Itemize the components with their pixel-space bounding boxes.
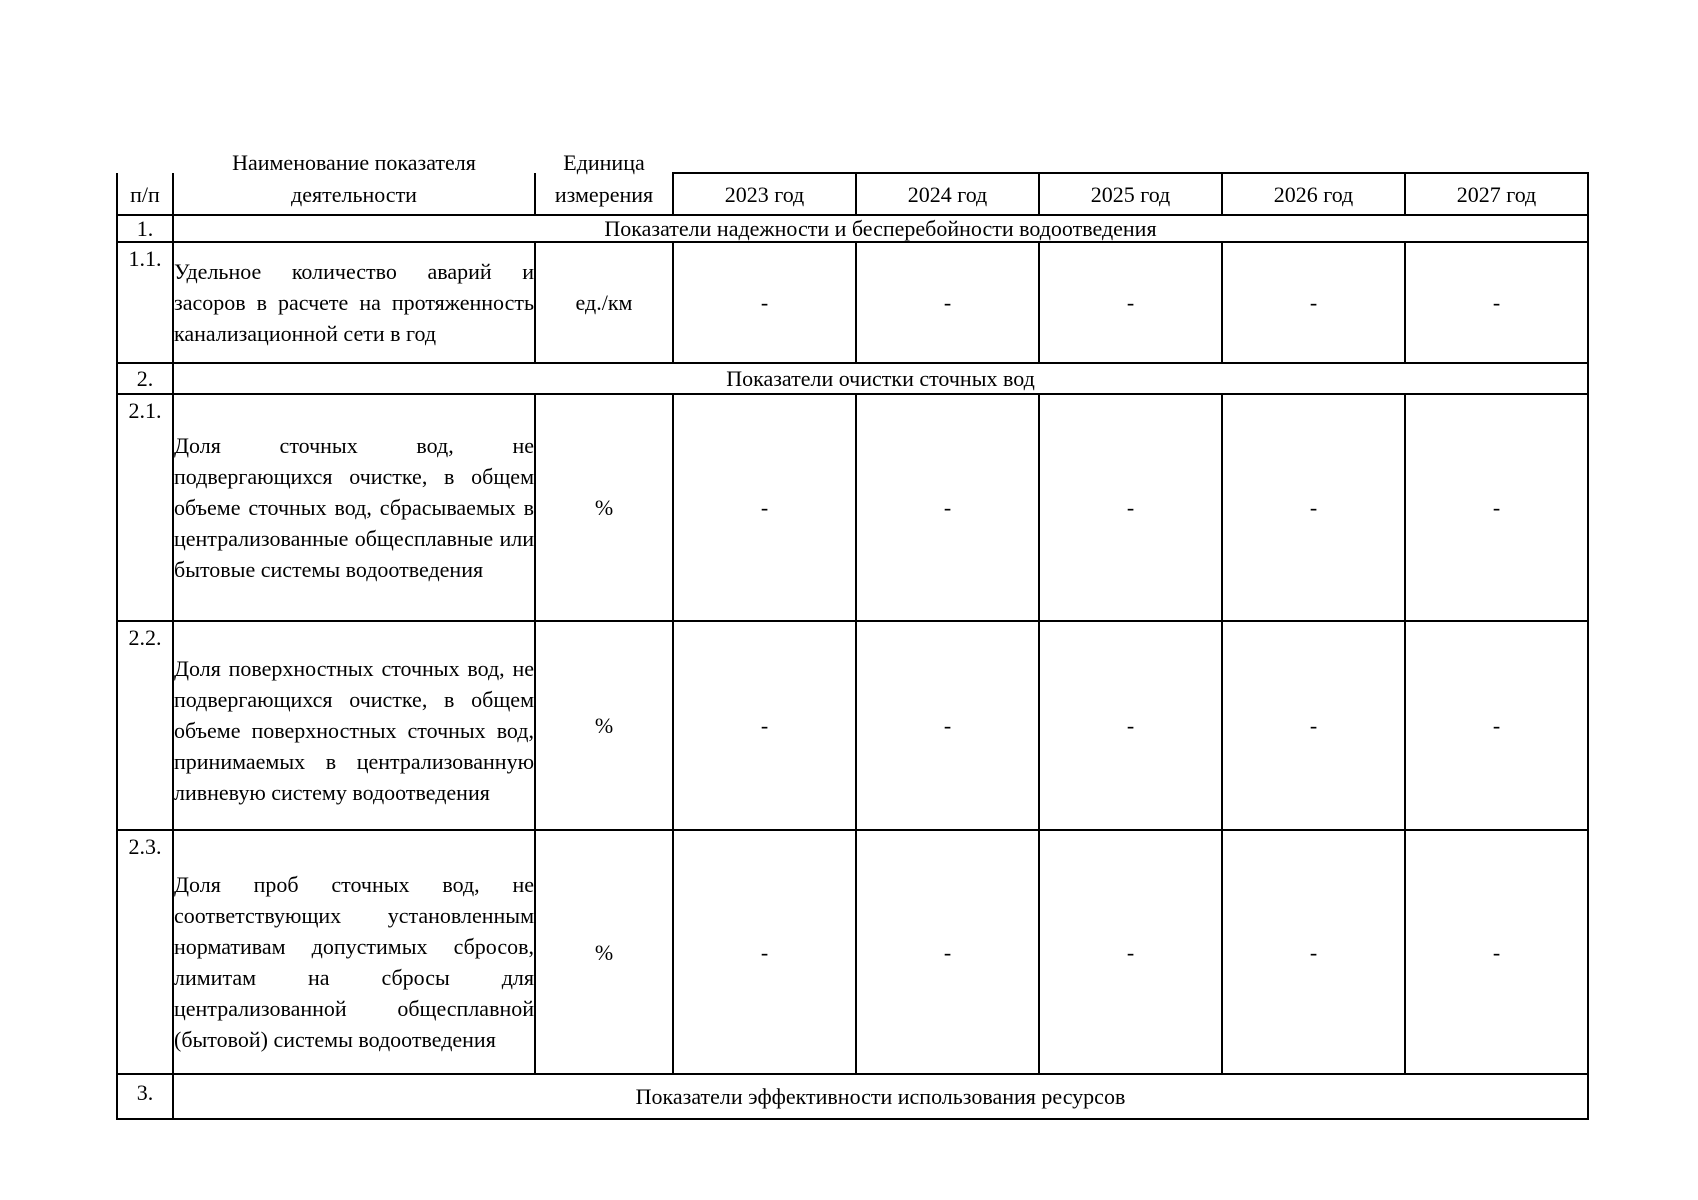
row-value-2026: - [1222,621,1405,830]
header-num: п/п [130,181,160,207]
header-name-clipped: Наименование показателя [232,149,476,175]
header-unit-clipped: Единица [563,149,645,175]
row-name: Удельное количество аварий и засоров в расчете на протяженность канализационной сети в год [174,259,534,346]
row-value-2025: - [1039,830,1222,1074]
row-unit: % [535,830,673,1074]
row-value-2025: - [1039,242,1222,363]
row-value-2027: - [1405,621,1588,830]
row-name: Доля проб сточных вод, не соответствующих установленным нормативам допустимых сбросов, лимитам на сбросы для централизованной общесплавной (бытовой) системы водоотведения [174,872,534,1052]
section-row-3 [117,1074,1588,1119]
section-row-2 [117,363,1588,394]
row-unit: % [535,621,673,830]
table-row-1-1 [117,242,1588,363]
table-header-row [117,173,1588,215]
table-row-2-1 [117,394,1588,621]
row-name-cell [173,830,535,1074]
row-value-2024: - [856,830,1039,1074]
row-value-2027: - [1405,394,1588,621]
section-title: Показатели очистки сточных вод [173,363,1588,394]
row-name-cell [173,621,535,830]
section-title: Показатели эффективности использования ресурсов [173,1074,1588,1119]
row-value-2027: - [1405,830,1588,1074]
header-unit: измерения [554,181,654,207]
header-year-2026: 2026 год [1222,173,1405,215]
row-value-2027: - [1405,242,1588,363]
header-year-2024: 2024 год [856,173,1039,215]
indicators-table [116,149,1589,1120]
row-value-2026: - [1222,242,1405,363]
row-name-cell [173,242,535,363]
section-title: Показатели надежности и бесперебойности водоотведения [173,215,1588,242]
row-value-2024: - [856,621,1039,830]
row-value-2026: - [1222,830,1405,1074]
row-value-2026: - [1222,394,1405,621]
row-value-2023: - [673,242,856,363]
row-unit: % [535,394,673,621]
row-unit: ед./км [535,242,673,363]
row-value-2025: - [1039,621,1222,830]
row-value-2025: - [1039,394,1222,621]
row-value-2023: - [673,621,856,830]
header-year-2023: 2023 год [673,173,856,215]
row-name: Доля сточных вод, не подвергающихся очистке, в общем объеме сточных вод, сбрасываемых в централизованные общесплавные или бытовые системы водоотведения [174,433,534,582]
row-num: 1.1. [117,242,173,363]
section-num: 2. [117,363,173,394]
row-num: 2.2. [117,621,173,830]
row-value-2024: - [856,242,1039,363]
row-value-2023: - [673,830,856,1074]
table-row-2-2 [117,621,1588,830]
section-num: 1. [117,215,173,242]
row-value-2023: - [673,394,856,621]
row-num: 2.1. [117,394,173,621]
row-num: 2.3. [117,830,173,1074]
header-name-cell [173,149,535,215]
row-name: Доля поверхностных сточных вод, не подвергающихся очистке, в общем объеме поверхностных сточных вод, принимаемых в централизованную ливневую систему водоотведения [174,656,534,805]
row-value-2024: - [856,394,1039,621]
header-unit-cell [535,149,673,215]
header-year-2025: 2025 год [1039,173,1222,215]
section-num: 3. [117,1074,173,1119]
section-row-1 [117,215,1588,242]
header-name: деятельности [291,181,417,207]
table-row-2-3 [117,830,1588,1074]
header-num-cell [117,173,173,215]
row-name-cell [173,394,535,621]
header-year-2027: 2027 год [1405,173,1588,215]
